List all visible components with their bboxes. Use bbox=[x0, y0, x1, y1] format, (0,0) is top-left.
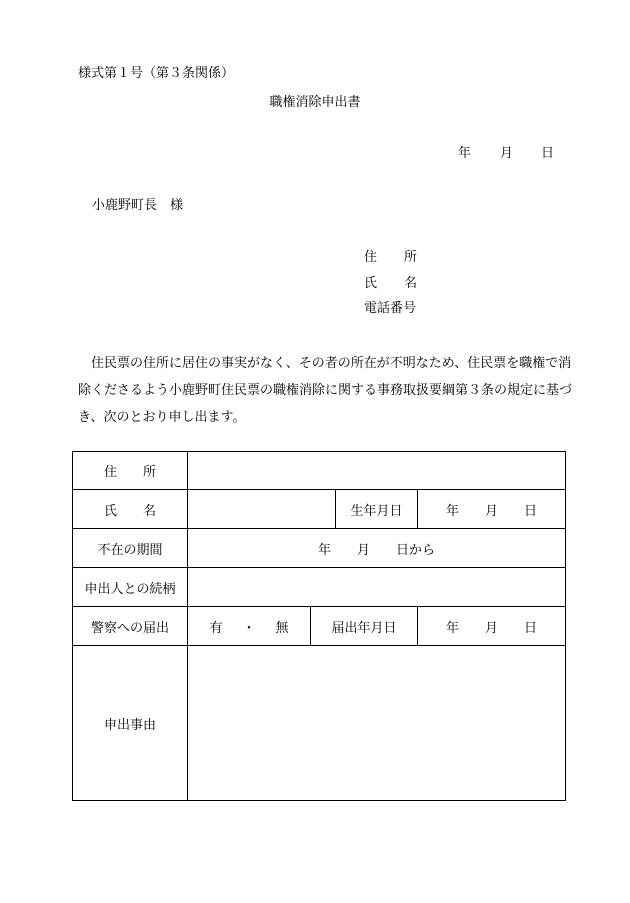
name-input-cell[interactable] bbox=[188, 490, 336, 529]
row-police-report bbox=[73, 607, 566, 646]
applicant-phone-label: 電話番号 bbox=[364, 301, 417, 316]
row-address bbox=[73, 452, 566, 490]
report-day-label: 日 bbox=[524, 620, 538, 636]
report-date-input-cell[interactable] bbox=[418, 607, 566, 646]
cell-address-label bbox=[73, 452, 188, 490]
address-label-2: 所 bbox=[143, 465, 157, 480]
date-year-label: 年 bbox=[458, 146, 472, 161]
row-relationship bbox=[73, 568, 566, 607]
relation-label: 申出人との続柄 bbox=[73, 568, 188, 607]
birth-month-label: 月 bbox=[484, 503, 498, 519]
report-month-label: 月 bbox=[484, 620, 498, 636]
date-day-label: 日 bbox=[541, 146, 555, 161]
declaration-text: 住民票の住所に居住の事実がなく、その者の所在が不明なため、住民票を職権で消除くださるよう小鹿野町住民票の職権消除に関する事務取扱要綱第３条の規定に基づき、次のとおり申し出ます。 bbox=[78, 356, 573, 425]
report-date-label: 届出年月日 bbox=[311, 607, 418, 646]
applicant-name-label-2: 名 bbox=[404, 276, 418, 291]
reason-input-cell[interactable] bbox=[188, 646, 566, 801]
birthdate-input-cell[interactable] bbox=[418, 490, 566, 529]
row-name bbox=[73, 490, 566, 529]
absence-month-label: 月 bbox=[356, 542, 370, 558]
police-yes-option[interactable]: 有 bbox=[209, 620, 223, 636]
document-title: 職権消除申出書 bbox=[269, 95, 361, 110]
application-table bbox=[72, 451, 566, 801]
applicant-address-label-1: 住 bbox=[364, 250, 378, 265]
birth-year-label: 年 bbox=[445, 503, 459, 519]
applicant-address-label-2: 所 bbox=[404, 250, 418, 265]
address-label-1: 住 bbox=[103, 465, 117, 480]
form-number: 様式第１号（第３条関係） bbox=[78, 66, 235, 81]
absence-label: 不在の期間 bbox=[73, 529, 188, 568]
police-no-option[interactable]: 無 bbox=[275, 620, 289, 636]
police-label: 警察への届出 bbox=[73, 607, 188, 646]
address-input-cell[interactable] bbox=[188, 452, 566, 490]
police-separator: ・ bbox=[242, 620, 256, 636]
relation-input-cell[interactable] bbox=[188, 568, 566, 607]
date-month-label: 月 bbox=[500, 146, 514, 161]
addressee: 小鹿野町長 様 bbox=[92, 198, 184, 213]
birthdate-label: 生年月日 bbox=[336, 490, 418, 529]
birth-day-label: 日 bbox=[524, 503, 538, 519]
reason-label: 申出事由 bbox=[73, 646, 188, 801]
absence-input-cell[interactable] bbox=[188, 529, 566, 568]
row-absence-period bbox=[73, 529, 566, 568]
cell-name-label bbox=[73, 490, 188, 529]
police-yes-no-cell[interactable] bbox=[188, 607, 311, 646]
absence-day-label: 日から bbox=[396, 542, 436, 558]
absence-year-label: 年 bbox=[317, 542, 331, 558]
name-label-1: 氏 bbox=[103, 503, 117, 519]
applicant-name-label-1: 氏 bbox=[364, 276, 378, 291]
name-label-2: 名 bbox=[143, 503, 157, 519]
report-year-label: 年 bbox=[445, 620, 459, 636]
row-reason bbox=[73, 646, 566, 801]
